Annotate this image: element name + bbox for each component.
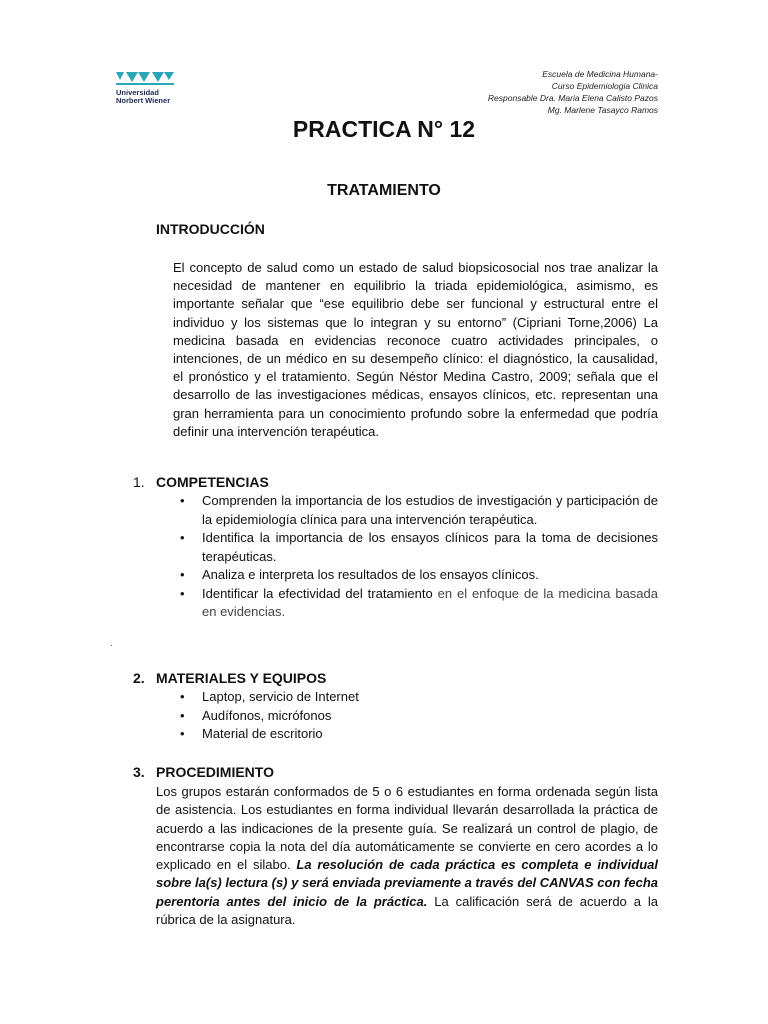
section-materiales-heading	[133, 670, 326, 686]
section-title: COMPETENCIAS	[156, 474, 269, 490]
bullet-icon: •	[180, 530, 185, 545]
page-title: PRACTICA N° 12	[292, 116, 476, 142]
header-info	[488, 68, 658, 116]
list-item-text: Audífonos, micrófonos	[202, 707, 332, 723]
list-item	[180, 566, 658, 585]
section-number: 1.	[133, 474, 145, 490]
section-competencias-heading	[133, 474, 269, 490]
section-procedimiento-heading	[133, 764, 274, 780]
page-subtitle: TRATAMIENTO	[327, 182, 441, 199]
intro-heading: INTRODUCCIÓN	[156, 221, 265, 237]
list-item-text: Laptop, servicio de Internet	[202, 689, 359, 704]
logo-text-line-2: Norbert Wiener	[116, 96, 171, 105]
list-item	[180, 707, 658, 726]
header-line-course: Curso Epidemiologia Clinica	[551, 81, 658, 91]
section-number: 3.	[133, 764, 145, 780]
section-title: PROCEDIMIENTO	[156, 764, 274, 780]
header-line-coordinator: Mg. Marlene Tasayco Ramos	[547, 105, 658, 115]
list-item	[180, 688, 658, 707]
list-item-text: Identifica la importancia de los ensayos clínicos para la toma de decisiones terapéuticas.	[202, 530, 658, 564]
materiales-list	[180, 688, 658, 744]
list-item	[180, 585, 658, 622]
section-title: MATERIALES Y EQUIPOS	[156, 670, 327, 686]
list-item	[180, 529, 658, 566]
bullet-icon: •	[180, 707, 185, 723]
section-number: 2.	[133, 670, 145, 686]
list-item-text: Analiza e interpreta los resultados de los ensayos clínicos.	[202, 567, 539, 582]
bullet-icon: •	[180, 726, 185, 741]
logo-text-line-1: Universidad	[116, 88, 159, 97]
logo-mark-icon	[108, 68, 194, 90]
list-item-text-continued: en el enfoque de la medicina basada en evidencias.	[202, 585, 658, 619]
list-item	[180, 492, 658, 529]
procedimiento-text: Los grupos estarán conformados de 5 o 6 estudiantes en forma ordenada según lista de asistencia. Los estudiantes en forma individual llevarán desarrollada la práctica de acuerdo a las indicaciones de la presente guía. Se realizará un control de plagio, de encontrarse copia la nota del día automáticamente se convierte en cero acordes a lo explicado en el silabo.	[156, 784, 658, 873]
bullet-icon: •	[180, 567, 185, 582]
list-item-text: Material de escritorio	[202, 726, 323, 741]
stray-mark: .	[110, 638, 113, 649]
procedimiento-text-end: La calificación será de acuerdo a la rúbrica de la asignatura.	[156, 893, 658, 928]
procedimiento-emphasis: La resolución de cada práctica es completa e individual sobre la(s) lectura (s) y será enviada previamente a través del CANVAS con fecha perentoria antes del inicio de la práctica.	[156, 857, 658, 909]
header-line-responsible: Responsable Dra. Maria Elena Calisto Pazos	[487, 93, 658, 103]
bullet-icon: •	[180, 585, 185, 601]
intro-paragraph: El concepto de salud como un estado de salud biopsicosocial nos trae analizar la necesidad de mantener en equilibrio la triada epidemiológica, asimismo, es importante señalar que “ese equilibrio debe ser funcional y estructural entre el individuo y los sistemas que lo integran y su entorno” (Cipriani Torne,2006) La medicina basada en evidencias reconoce cuatro actividades principales, o intenciones, de un médico en su desempeño clínico: el diagnóstico, la causalidad, el pronóstico y el tratamiento. Según Néstor Medina Castro, 2009; señala que el desarrollo de las investigaciones médicas, ensayos clínicos, etc. representan una gran herramienta para un conocimiento profundo sobre la enfermedad que podría definir una intervención terapéutica.	[173, 260, 658, 439]
list-item-text: Identificar la efectividad del tratamiento	[202, 585, 433, 601]
list-item-text: Comprenden la importancia de los estudios de investigación y participación de la epidemiología clínica para una intervención terapéutica.	[202, 493, 658, 527]
procedimiento-paragraph	[156, 783, 658, 929]
list-item	[180, 725, 658, 744]
logo-text	[116, 89, 170, 105]
bullet-icon: •	[180, 493, 185, 508]
bullet-icon: •	[180, 689, 185, 704]
header-line-school: Escuela de Medicina Humana-	[542, 69, 658, 79]
competencias-list	[180, 492, 658, 622]
